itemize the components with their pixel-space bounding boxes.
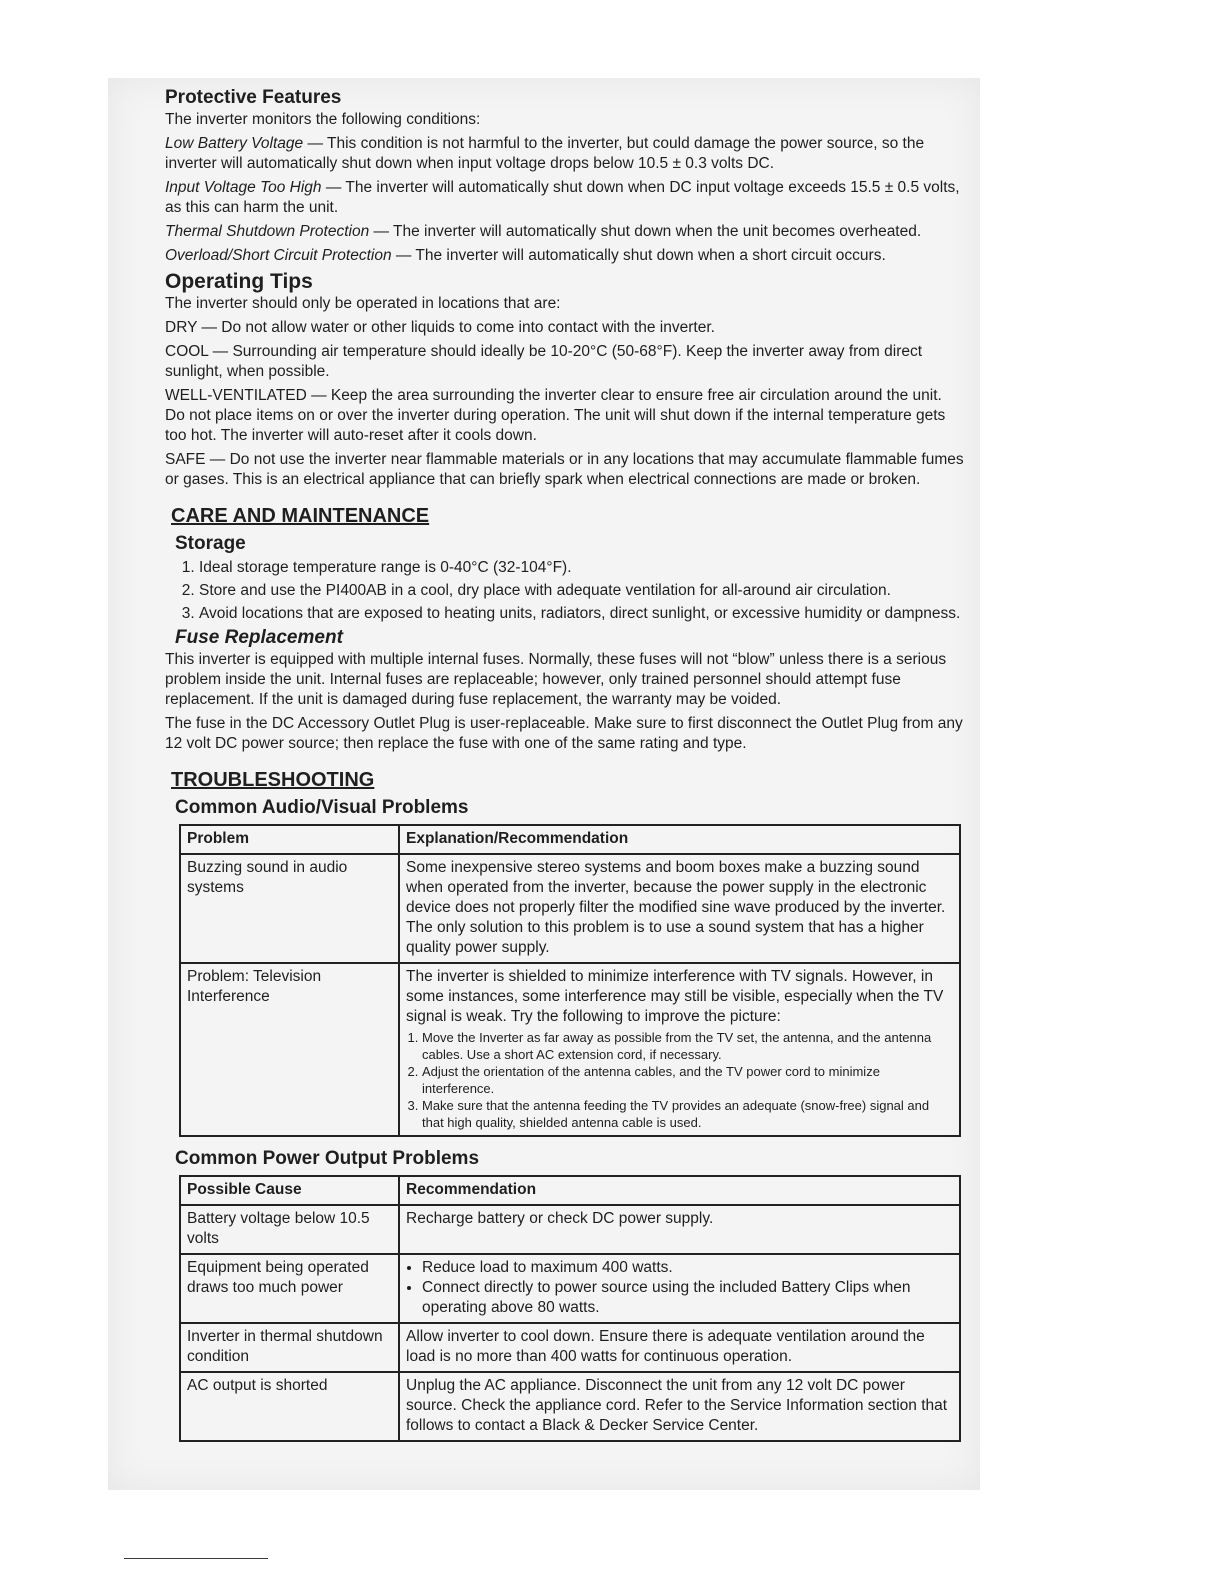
protective-features-heading: Protective Features — [165, 87, 342, 108]
protective-item — [165, 246, 965, 266]
recommendation-cell: Recharge battery or check DC power supply. — [399, 1205, 960, 1254]
storage-item: 3. Avoid locations that are exposed to heating units, radiators, direct sunlight, or excessive humidity or dampness. — [199, 604, 965, 624]
protective-intro: The inverter monitors the following conditions: — [165, 111, 481, 128]
table-row — [180, 963, 960, 1136]
table-row — [180, 1254, 960, 1323]
operating-tip: COOL — Surrounding air temperature should ideally be 10-20°C (50-68°F). Keep the inverter away from direct sunlight, when possible. — [165, 343, 923, 380]
tv-steps-list — [406, 1029, 953, 1131]
recommendation-cell — [399, 1254, 960, 1323]
cause-cell: AC output is shorted — [180, 1372, 399, 1441]
care-maintenance-heading: CARE AND MAINTENANCE — [171, 505, 430, 527]
manual-page — [165, 86, 965, 1452]
protective-item — [165, 222, 965, 242]
cause-cell: Battery voltage below 10.5 volts — [180, 1205, 399, 1254]
protective-item-text: — The inverter will automatically shut down when a short circuit occurs. — [391, 247, 886, 264]
av-problems-table — [179, 824, 961, 1137]
av-problems-heading: Common Audio/Visual Problems — [175, 797, 469, 818]
storage-item: 1. Ideal storage temperature range is 0-40°C (32-104°F). — [199, 558, 965, 578]
operating-tip: DRY — Do not allow water or other liquids to come into contact with the inverter. — [165, 319, 715, 336]
table-header-explanation: Explanation/Recommendation — [399, 825, 960, 854]
table-header-problem: Problem — [180, 825, 399, 854]
explanation-cell — [399, 963, 960, 1136]
table-header-row — [180, 825, 960, 854]
protective-item-label: Input Voltage Too High — [165, 179, 322, 196]
footnote-rule — [124, 1558, 268, 1559]
fuse-replacement-heading: Fuse Replacement — [175, 627, 343, 648]
table-row — [180, 854, 960, 963]
fuse-paragraph: This inverter is equipped with multiple internal fuses. Normally, these fuses will not “blow” unless there is a serious problem inside the unit. Internal fuses are replaceable; however, only trained personnel should attempt fuse replacement. If the unit is damaged during fuse replacement, the warranty may be voided. — [165, 651, 947, 708]
table-row — [180, 1205, 960, 1254]
troubleshooting-heading: TROUBLESHOOTING — [171, 769, 375, 791]
table-header-recommendation: Recommendation — [399, 1176, 960, 1205]
power-problems-heading: Common Power Output Problems — [175, 1148, 480, 1169]
recommendation-bullet: • Connect directly to power source using the included Battery Clips when operating above 80 watts. — [422, 1278, 953, 1318]
protective-item-label: Low Battery Voltage — [165, 135, 304, 152]
operating-tip: SAFE — Do not use the inverter near flammable materials or in any locations that may accumulate flammable fumes or gases. This is an electrical appliance that can briefly spark when electrical connections are made or broken. — [165, 451, 964, 488]
protective-item-text: — The inverter will automatically shut down when the unit becomes overheated. — [369, 223, 922, 240]
table-row — [180, 1323, 960, 1372]
protective-item-text: — The inverter will automatically shut down when DC input voltage exceeds 15.5 ± 0.5 volts, as this can harm the unit. — [165, 179, 960, 216]
protective-item — [165, 178, 965, 218]
storage-item: 2. Store and use the PI400AB in a cool, dry place with adequate ventilation for all-around air circulation. — [199, 581, 965, 601]
storage-list — [181, 558, 965, 624]
table-header-cause: Possible Cause — [180, 1176, 399, 1205]
explanation-text: The inverter is shielded to minimize interference with TV signals. However, in some instances, some interference may still be visible, especially when the TV signal is weak. Try the following to improve the picture: — [406, 968, 944, 1025]
fuse-paragraph: The fuse in the DC Accessory Outlet Plug is user-replaceable. Make sure to first disconnect the Outlet Plug from any 12 volt DC power source; then replace the fuse with one of the same rating and type. — [165, 715, 963, 752]
protective-item-text: — This condition is not harmful to the inverter, but could damage the power source, so the inverter will automatically shut down when input voltage drops below 10.5 ± 0.3 volts DC. — [165, 135, 925, 172]
power-problems-table — [179, 1175, 961, 1442]
cause-cell: Equipment being operated draws too much power — [180, 1254, 399, 1323]
protective-item-label: Thermal Shutdown Protection — [165, 223, 370, 240]
tv-step: 1. Move the Inverter as far away as possible from the TV set, the antenna, and the antenna cables. Use a short AC extension cord, if necessary. — [422, 1029, 953, 1063]
problem-cell: Problem: Television Interference — [180, 963, 399, 1136]
protective-item-label: Overload/Short Circuit Protection — [165, 247, 392, 264]
explanation-cell: Some inexpensive stereo systems and boom boxes make a buzzing sound when operated from the inverter, because the power supply in the electronic device does not properly filter the modified sine wave produced by the inverter. The only solution to this problem is to use a sound system that has a higher quality power supply. — [399, 854, 960, 963]
table-header-row — [180, 1176, 960, 1205]
operating-tips-heading: Operating Tips — [165, 270, 313, 293]
recommendation-cell: Unplug the AC appliance. Disconnect the unit from any 12 volt DC power source. Check the appliance cord. Refer to the Service Information section that follows to contact a Black & Decker Service Center. — [399, 1372, 960, 1441]
operating-tip: WELL-VENTILATED — Keep the area surrounding the inverter clear to ensure free air circulation around the unit. Do not place items on or over the inverter during operation. The unit will shut down if the internal temperature gets too hot. The inverter will auto-reset after it cools down. — [165, 387, 946, 444]
tv-step: 2. Adjust the orientation of the antenna cables, and the TV power cord to minimize interference. — [422, 1063, 953, 1097]
recommendation-bullets — [406, 1258, 953, 1318]
cause-cell: Inverter in thermal shutdown condition — [180, 1323, 399, 1372]
problem-cell: Buzzing sound in audio systems — [180, 854, 399, 963]
storage-heading: Storage — [175, 533, 246, 554]
recommendation-bullet: • Reduce load to maximum 400 watts. — [422, 1258, 953, 1278]
protective-item — [165, 134, 965, 174]
operating-intro: The inverter should only be operated in locations that are: — [165, 295, 561, 312]
tv-step: 3. Make sure that the antenna feeding the TV provides an adequate (snow-free) signal and that high quality, shielded antenna cable is used. — [422, 1097, 953, 1131]
recommendation-cell: Allow inverter to cool down. Ensure there is adequate ventilation around the load is no more than 400 watts for continuous operation. — [399, 1323, 960, 1372]
table-row — [180, 1372, 960, 1441]
